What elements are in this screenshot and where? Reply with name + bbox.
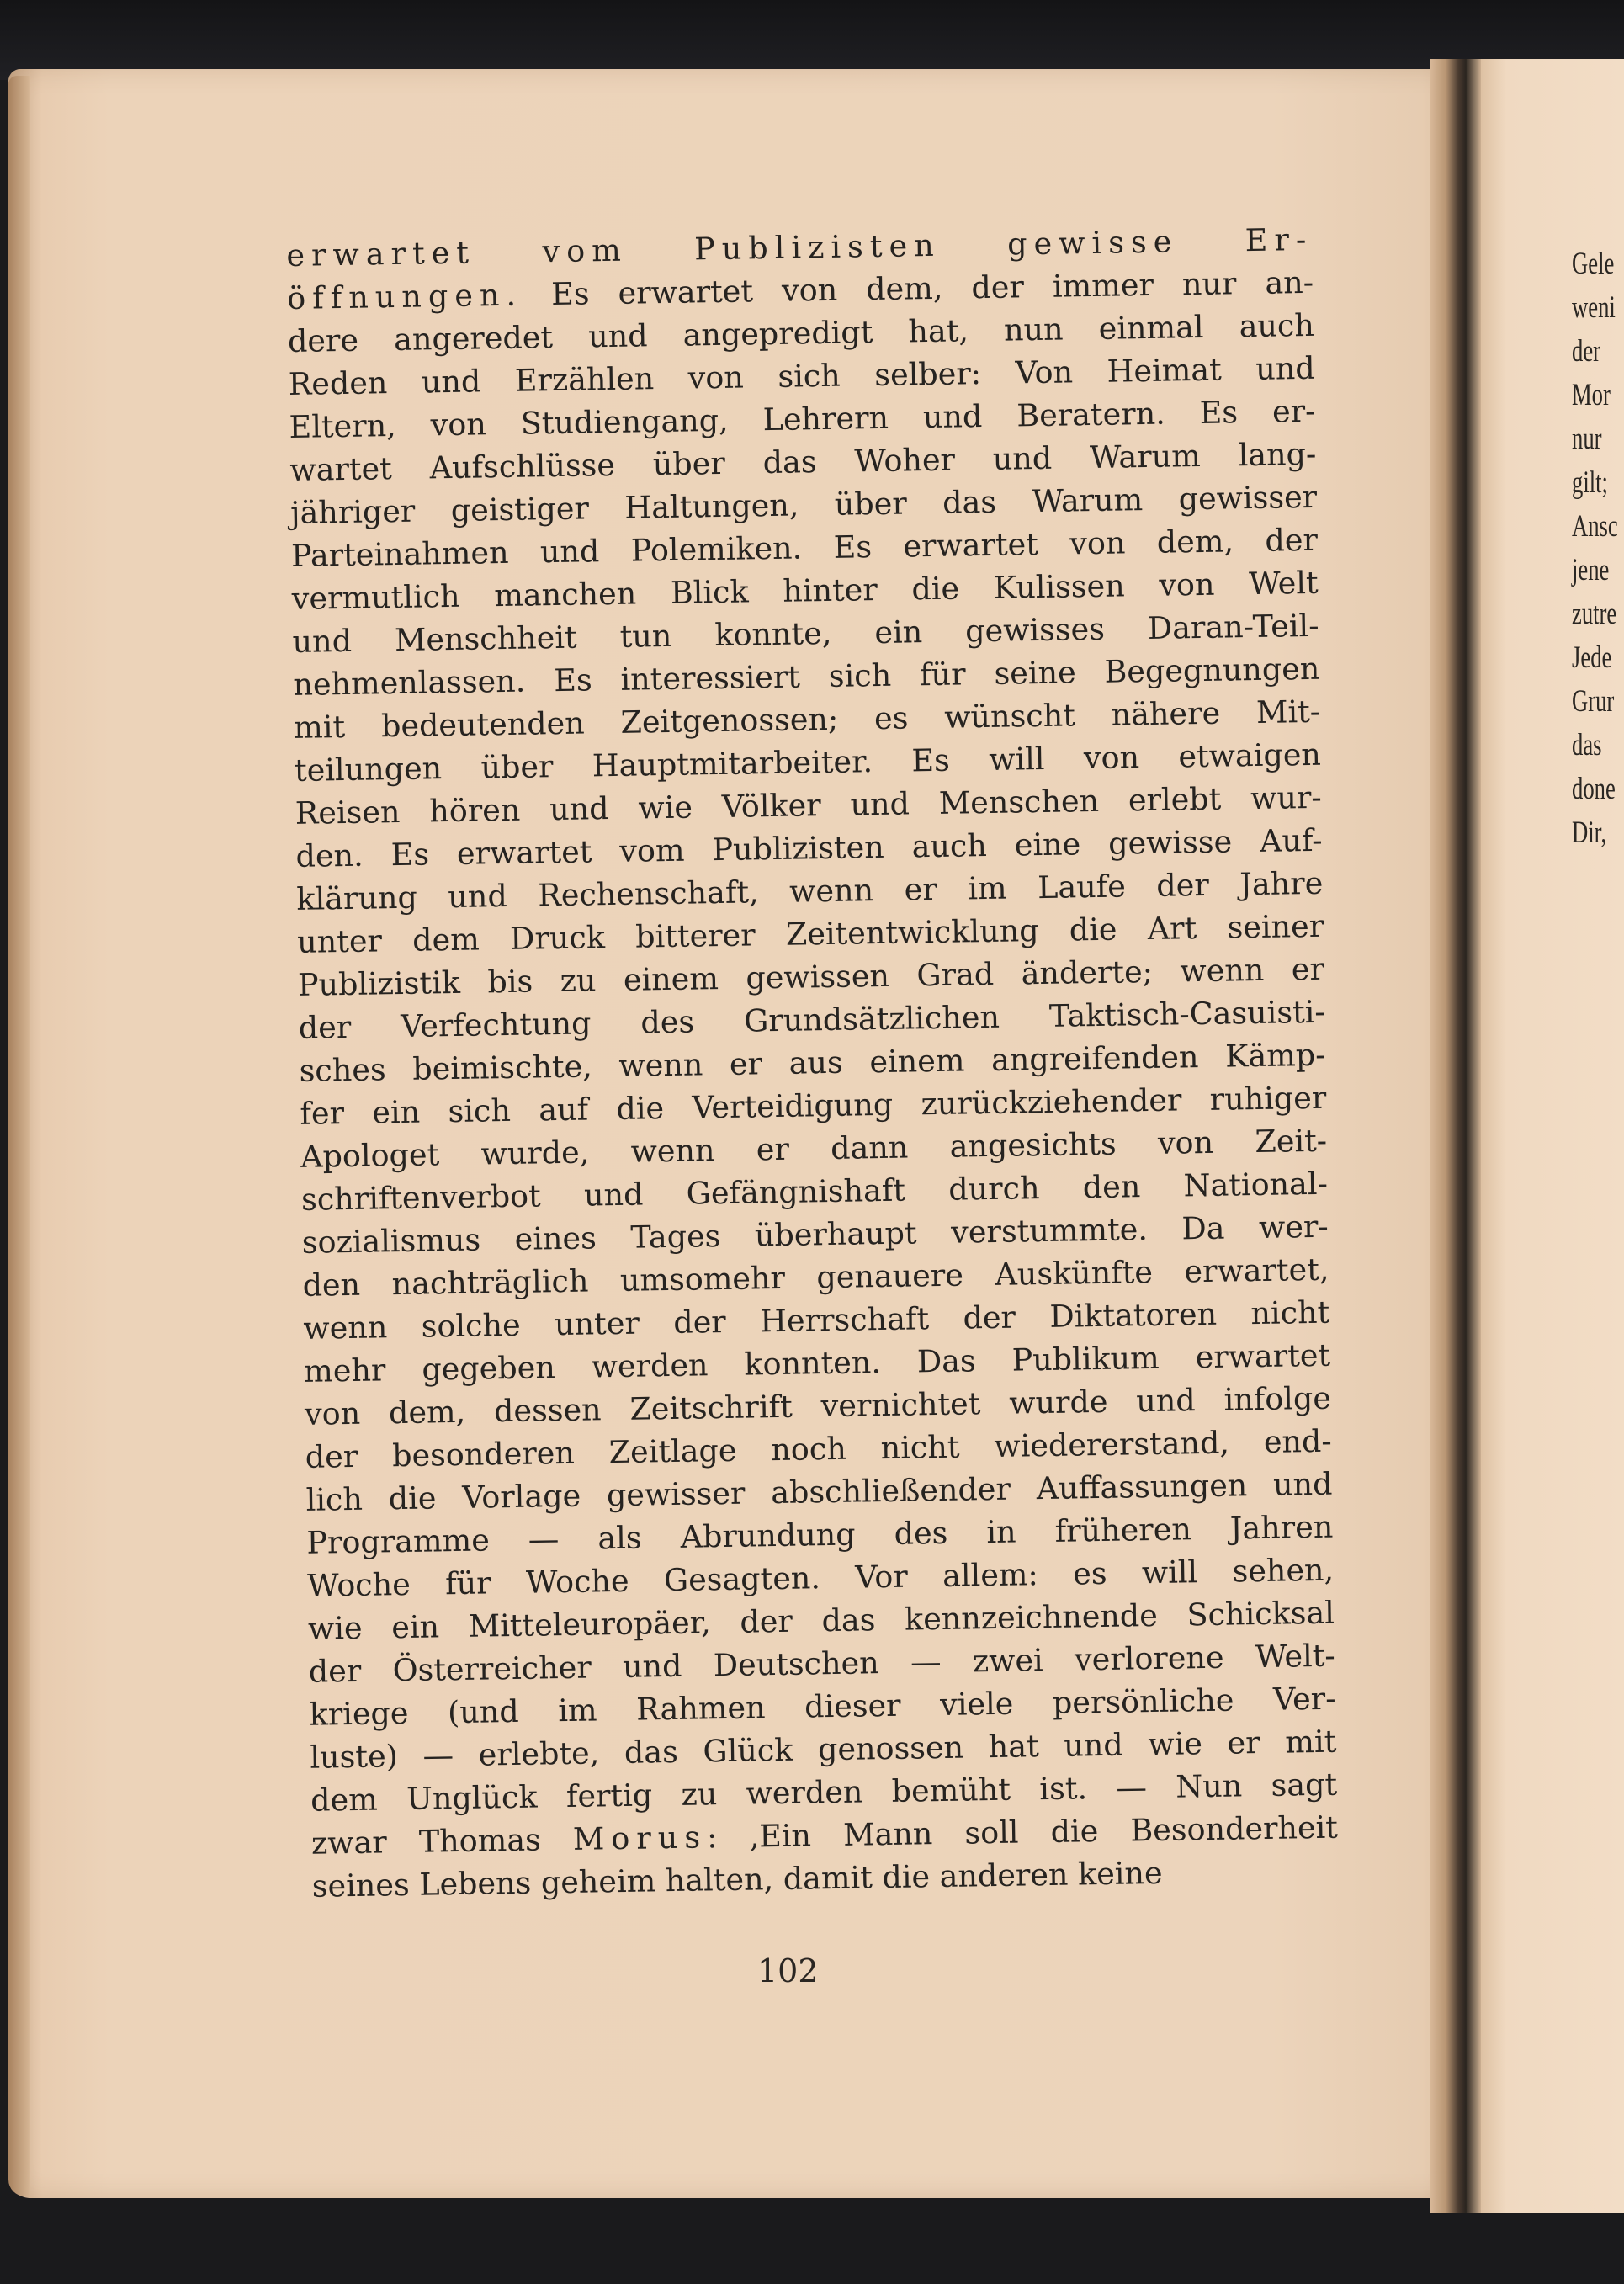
text-run: jähriger geistiger Haltungen, über das Warum gewisser bbox=[289, 478, 1318, 531]
text-run: luste) — erlebte, das Glück genossen hat und wie er mit bbox=[310, 1723, 1337, 1776]
facing-line-fragment: Mor bbox=[1572, 378, 1611, 412]
text-run: vermutlich manchen Blick hinter die Kulissen von Welt bbox=[291, 564, 1319, 617]
facing-line-fragment: das bbox=[1572, 728, 1602, 762]
text-run: mehr gegeben werden konnten. Das Publikum erwartet bbox=[303, 1336, 1331, 1389]
facing-line-fragment: nur bbox=[1572, 422, 1602, 456]
facing-line-fragment: weni bbox=[1572, 290, 1616, 325]
facing-line-fragment: zutre bbox=[1572, 597, 1617, 631]
text-run: unter dem Druck bitterer Zeitentwicklung die Art seiner bbox=[296, 907, 1324, 960]
text-run: zwar Thomas bbox=[310, 1820, 574, 1862]
text-run: den. Es erwartet vom Publizisten auch eine gewisse Auf- bbox=[295, 821, 1323, 874]
text-run: seines Lebens geheim halten, damit die anderen keine bbox=[311, 1854, 1163, 1904]
page-body-text bbox=[286, 218, 1339, 1908]
book-gutter bbox=[1430, 59, 1481, 2213]
facing-line-fragment: gilt; bbox=[1572, 465, 1608, 500]
text-run: klärung und Rechenschaft, wenn er im Laufe der Jahre bbox=[296, 864, 1324, 917]
text-run: der Verfechtung des Grundsätzlichen Taktisch-Casuisti- bbox=[298, 993, 1326, 1046]
text-run: der Österreicher und Deutschen — zwei verlorene Welt- bbox=[308, 1637, 1336, 1690]
text-run: : ‚Ein Mann soll die Besonderheit bbox=[706, 1809, 1339, 1856]
text-run: mit bedeutenden Zeitgenossen; es wünscht nähere Mit- bbox=[293, 693, 1321, 746]
text-run: sozialismus eines Tages überhaupt verstummte. Da wer- bbox=[301, 1208, 1329, 1261]
facing-line-fragment: Dir, bbox=[1572, 815, 1607, 850]
text-run: der besonderen Zeitlage noch nicht wiedererstand, end- bbox=[305, 1422, 1333, 1475]
text-run: Reden und Erzählen von sich selber: Von Heimat und bbox=[288, 349, 1315, 402]
spaced-text: Morus bbox=[572, 1819, 708, 1857]
text-run: Parteinahmen und Polemiken. Es erwartet von dem, der bbox=[290, 521, 1319, 574]
text-run: Programme — als Abrundung des in früheren Jahren bbox=[306, 1508, 1334, 1561]
text-run: wartet Aufschlüsse über das Woher und Warum lang- bbox=[289, 435, 1317, 488]
text-run: dem Unglück fertig zu werden bemüht ist. — Nun sagt bbox=[310, 1766, 1338, 1819]
facing-page-text bbox=[1572, 242, 1618, 855]
facing-line-fragment: Gele bbox=[1572, 247, 1615, 281]
text-run: schriftenverbot und Gefängnishaft durch den National- bbox=[300, 1165, 1329, 1218]
text-run: von dem, dessen Zeitschrift vernichtet wurde und infolge bbox=[304, 1379, 1332, 1432]
spaced-text: erwartet vom Publizisten gewisse Er- bbox=[286, 220, 1314, 274]
text-run: dere angeredet und angepredigt hat, nun einmal auch bbox=[287, 306, 1315, 359]
facing-line-fragment: Jede bbox=[1572, 640, 1612, 675]
facing-line-fragment: done bbox=[1572, 772, 1616, 806]
facing-line-fragment: Ansc bbox=[1572, 509, 1618, 544]
text-run: fer ein sich auf die Verteidigung zurückziehender ruhiger bbox=[300, 1079, 1327, 1132]
page-edge bbox=[8, 76, 30, 2196]
text-run: Es erwartet von dem, der immer nur an- bbox=[522, 263, 1314, 313]
facing-line-fragment: der bbox=[1572, 334, 1601, 369]
spaced-text: öffnungen. bbox=[286, 276, 523, 316]
text-run: kriege (und im Rahmen dieser viele persönliche Ver- bbox=[309, 1680, 1336, 1733]
text-run: lich die Vorlage gewisser abschließender Auffassungen und bbox=[305, 1465, 1333, 1518]
text-run: Woche für Woche Gesagten. Vor allem: es will sehen, bbox=[306, 1551, 1335, 1604]
facing-line-fragment: jene bbox=[1572, 553, 1610, 587]
text-run: sches beimischte, wenn er aus einem angreifenden Kämp- bbox=[299, 1036, 1326, 1089]
text-run: wie ein Mitteleuropäer, der das kennzeichnende Schicksal bbox=[307, 1594, 1335, 1647]
text-run: den nachträglich umsomehr genauere Auskünfte erwartet, bbox=[302, 1251, 1329, 1304]
text-run: und Menschheit tun konnte, ein gewisses Daran-Teil- bbox=[292, 607, 1319, 660]
text-run: Publizistik bis zu einem gewissen Grad änderte; wenn er bbox=[297, 950, 1325, 1003]
text-run: Reisen hören und wie Völker und Menschen erlebt wur- bbox=[295, 778, 1323, 831]
facing-line-fragment: Grur bbox=[1572, 684, 1615, 719]
page-number: 102 bbox=[757, 1952, 819, 1989]
text-run: wenn solche unter der Herrschaft der Diktatoren nicht bbox=[303, 1293, 1330, 1346]
text-run: teilungen über Hauptmitarbeiter. Es will von etwaigen bbox=[294, 736, 1322, 789]
text-run: Apologet wurde, wenn er dann angesichts von Zeit- bbox=[300, 1122, 1328, 1175]
text-run: Eltern, von Studiengang, Lehrern und Beratern. Es er- bbox=[289, 392, 1316, 445]
background-top bbox=[0, 0, 1624, 80]
text-run: nehmenlassen. Es interessiert sich für seine Begegnungen bbox=[293, 650, 1320, 703]
